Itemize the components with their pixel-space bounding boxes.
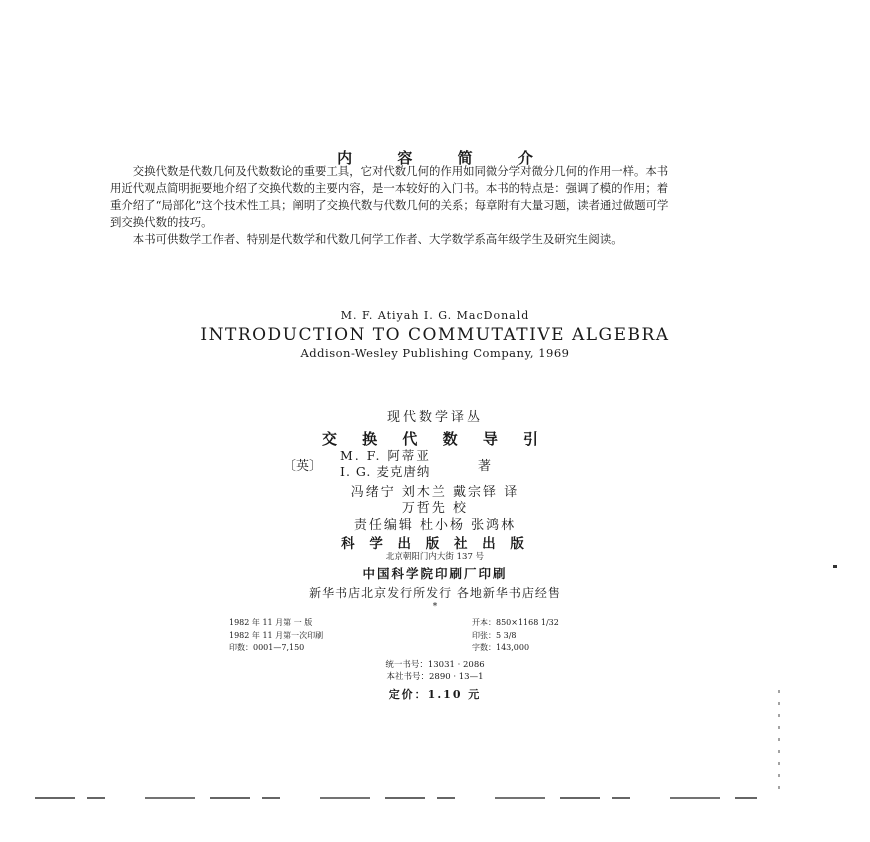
unified-book-number: 统一书号：13031 · 2086: [385, 660, 485, 670]
publisher-address: 北京朝阳门内大街 137 号: [385, 552, 485, 562]
scan-bottom-artifact: [35, 797, 757, 799]
distributor: 新华书店北京发行所发行 各地新华书店经售: [309, 586, 561, 600]
separator-star: *: [432, 602, 438, 612]
summary-body: [110, 163, 670, 248]
scan-edge-artifact: [778, 690, 780, 795]
house-book-number: 本社书号：2890 · 13—1: [386, 672, 484, 682]
publisher-cn: 科 学 出 版 社 出 版: [341, 536, 529, 552]
original-publisher: Addison-Wesley Publishing Company, 1969: [300, 346, 570, 360]
format-info: 开本：850×1168 1/32: [472, 618, 559, 627]
translators: 冯绪宁 刘木兰 戴宗铎 译: [350, 485, 520, 500]
price: 定价：1.10 元: [388, 688, 482, 701]
word-count-info: 字数：143,000: [472, 643, 530, 652]
printer: 中国科学院印刷厂印刷: [362, 566, 508, 581]
original-authors: M. F. Atiyah I. G. MacDonald: [340, 309, 530, 322]
printing-info: 1982 年 11 月第一次印刷: [229, 631, 324, 640]
summary-heading: 内 容 简 介: [337, 149, 553, 167]
author-1: M. F. 阿蒂亚: [340, 448, 431, 463]
print-run-info: 印数：0001—7,150: [229, 643, 305, 652]
scan-speck: [833, 565, 837, 568]
author-country: 〔英〕: [283, 459, 323, 474]
summary-paragraph-1: 交换代数是代数几何及代数数论的重要工具，它对代数几何的作用如同微分学对微分几何的作用一样。本书用近代观点简明扼要地介绍了交换代数的主要内容，是一本较好的入门书。本书的特点是：强调了模的作用；着重介绍了“局部化”这个技术性工具；阐明了交换代数与代数几何的关系；每章附有大量习题，读者通过做题可学到交换代数的技巧。: [110, 164, 669, 229]
author-2: I. G. 麦克唐纳: [340, 464, 431, 479]
summary-paragraph-2: 本书可供数学工作者、特别是代数学和代数几何学工作者、大学数学系高年级学生及研究生阅读。: [132, 232, 623, 246]
book-title: 交 换 代 数 导 引: [321, 430, 549, 448]
series-name: 现代数学译丛: [386, 410, 483, 425]
edition-info: 1982 年 11 月第 一 版: [229, 618, 313, 627]
original-title: INTRODUCTION TO COMMUTATIVE ALGEBRA: [200, 325, 670, 345]
authorship-mark: 著: [478, 459, 492, 474]
editors: 责任编辑 杜小杨 张鸿林: [353, 518, 517, 533]
sheets-info: 印张：5 3/8: [472, 631, 517, 640]
proofreader: 万哲先 校: [401, 501, 469, 516]
